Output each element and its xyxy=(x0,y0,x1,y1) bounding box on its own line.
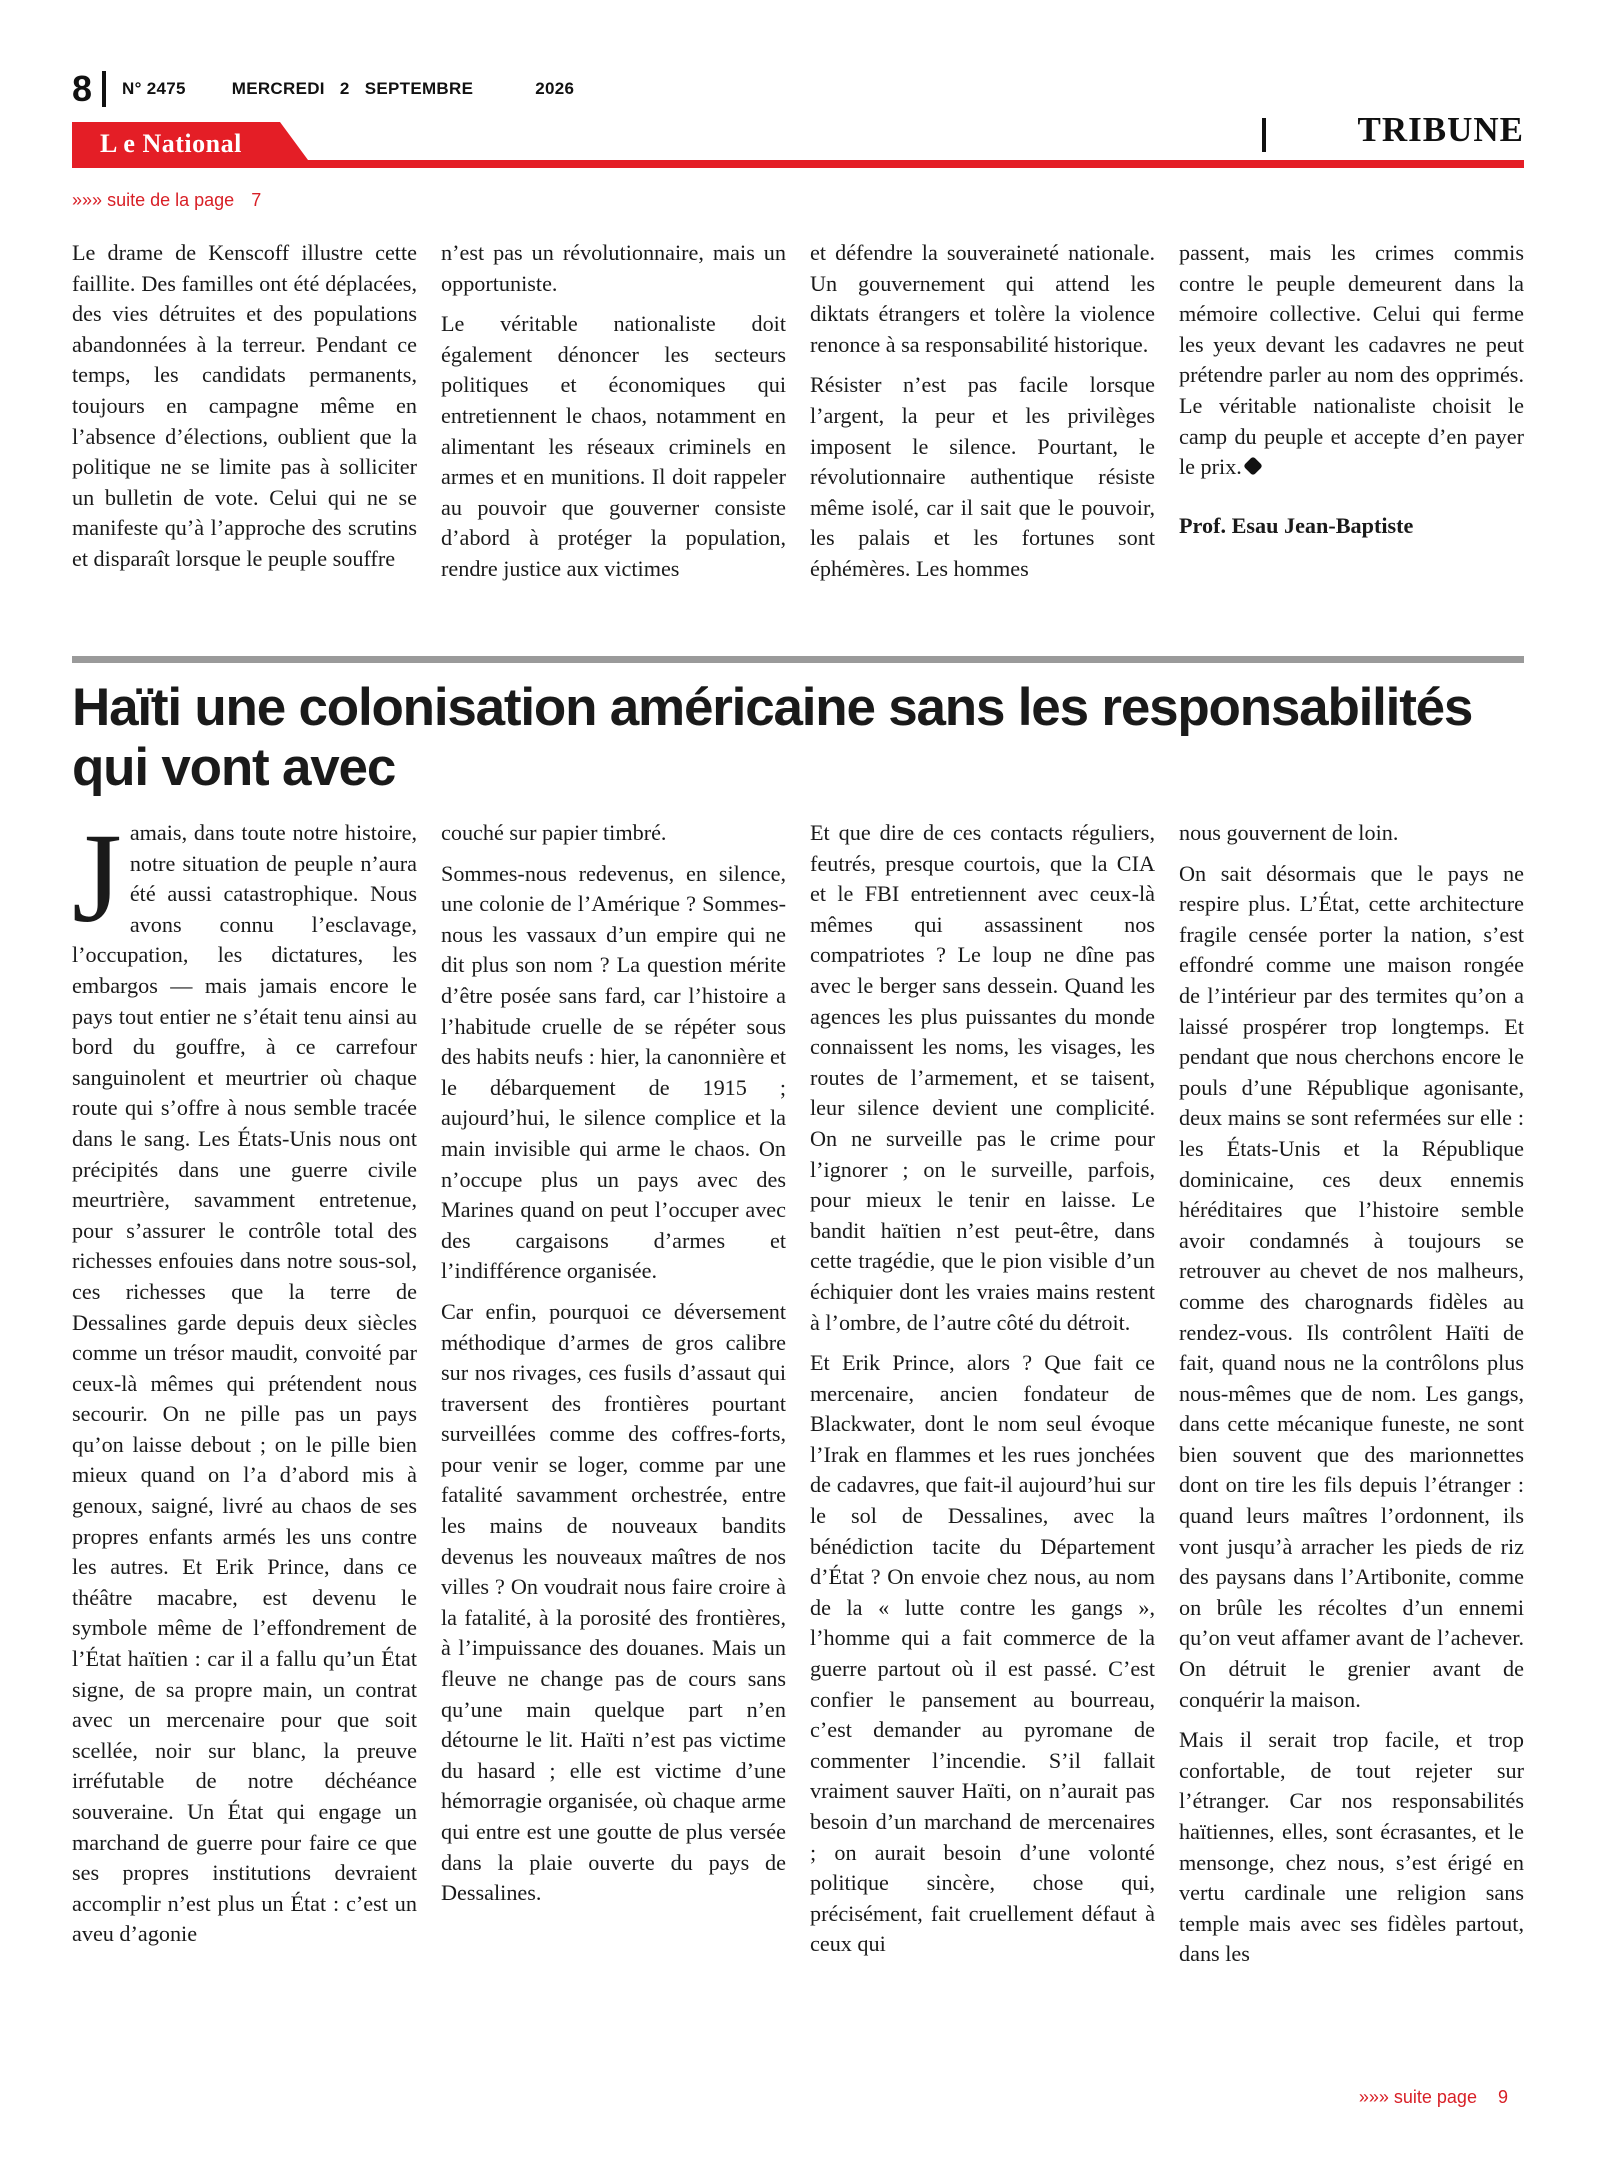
opinion-column-3 xyxy=(810,238,1155,595)
paragraph: Sommes-nous redevenus, en silence, une colonie de l’Amérique ? Sommes-nous les vassaux d’un empire qui ne dit plus son nom ? La question mérite d’être posée sans fard, car l’histoire a l’habitude cruelle de se répéter sous des habits neufs : hier, la canonnière et le débarquement de 1915 ; aujourd’hui, le silence complice et la main invisible qui arme le chaos. On n’occupe plus un pays avec des Marines quand on peut l’occuper avec des cargaisons d’armes et l’indifférence organisée. xyxy=(441,860,786,1284)
article-column-3 xyxy=(810,818,1155,1980)
paragraph: Et Erik Prince, alors ? Que fait ce mercenaire, ancien fondateur de Blackwater, dont le nom seul évoque l’Irak en flammes et les rues jonchées de cadavres, que fait-il aujourd’hui sur le sol de Dessalines, avec la bénédiction tacite du Département d’État ? On envoie chez nous, au nom de la « lutte contre les gangs », l’homme qui a fait commerce de la guerre partout où il est passé. C’est confier le pansement au bourreau, c’est demander au pyromane de commenter l’incendie. S’il fallait vraiment sauver Haïti, on n’aurait pas besoin d’un marchand de mercenaires ; on aurait besoin d’une volonté politique sincère, chose qui, précisément, fait cruellement défaut à ceux qui xyxy=(810,1350,1155,1957)
paragraph: Résister n’est pas facile lorsque l’argent, la peur et les privilèges imposent le silence. Pourtant, le révolutionnaire authentique résiste même isolé, car il sait que le pouvoir, les palais et les fortunes sont éphémères. Les hommes xyxy=(810,372,1155,581)
article-headline: Haïti une colonisation américaine sans les responsabilités qui vont avec xyxy=(72,678,1473,797)
continued-text: suite page xyxy=(1393,2087,1477,2107)
paragraph: couché sur papier timbré. xyxy=(441,820,667,845)
section-divider xyxy=(1262,118,1266,152)
issue-year: 2026 xyxy=(535,79,575,98)
article-divider xyxy=(72,656,1524,663)
brand-band xyxy=(72,122,1524,168)
page-number-divider xyxy=(102,71,106,107)
paragraph-text: amais, dans toute notre histoire, notre situation de peuple n’aura été aussi catastrophique. Nous avons connu l’esclavage, l’occupation, les dictatures, les embargos — mais jamais encore le pays tout entier ne s’était tenu ainsi au bord du gouffre, à ce carrefour sanguinolent et meurtrier où chaque route qui s’offre à nous semble tracée dans le sang. Les États-Unis nous ont précipités dans une guerre civile meurtrière, savamment entretenue, pour s’assurer le contrôle total des richesses enfouies dans notre sous-sol, ces richesses que la terre de Dessalines garde depuis deux siècles comme un trésor maudit, convoité par ceux-là mêmes qui prétendent nous secourir. On ne pille pas un pays qu’on laisse debout ; on le pille bien mieux quand on l’a d’abord mis à genoux, saigné, livré au chaos de ses propres enfants armés les uns contre les autres. Et Erik Prince, dans ce théâtre macabre, est devenu le symbole même de l’effondrement de l’État haïtien : car il a fallu qu’un État signe, de sa propre main, un contrat avec un mercenaire pour que soit scellée, noir sur blanc, la preuve irréfutable de notre déchéance souveraine. Un État qui engage un marchand de guerre pour faire ce que ses propres institutions devraient accomplir n’est plus un État : c’est un aveu d’agonie xyxy=(72,820,417,1947)
paragraph-text: passent, mais les crimes commis contre le peuple demeurent dans la mémoire collective. Celui qui ferme les yeux devant les cadavres ne peut prétendre parler au nom des opprimés. Le véritable nationaliste choisit le camp du peuple et accepte d’en payer le prix. xyxy=(1179,240,1524,480)
brand-band-shape xyxy=(72,122,1524,168)
paragraph: Mais il serait trop facile, et trop confortable, de tout rejeter sur l’étranger. Car nos responsabilités haïtiennes, elles, sont écrasantes, et le mensonge, chez nous, s’est érigé en vertu cardinale une religion sans temple mais avec ses fidèles partout, dans les xyxy=(1179,1727,1524,1967)
issue-number: N° 2475 xyxy=(122,79,186,98)
paragraph: Le véritable nationaliste doit également dénoncer les secteurs politiques et économiques qui entretiennent le chaos, notamment en alimentant les réseaux criminels en armes et en munitions. Il doit rappeler au pouvoir que gouverner consiste d’abord à protéger la population, rendre justice aux victimes xyxy=(441,311,786,581)
end-of-article-icon xyxy=(1243,456,1263,476)
author-signature: Prof. Esau Jean-Baptiste xyxy=(1179,512,1414,538)
opinion-column-4 xyxy=(1179,238,1524,595)
article-column-1 xyxy=(72,807,417,1980)
opinion-column-2 xyxy=(441,238,786,595)
page-number: 8 xyxy=(72,68,93,109)
paragraph: Et que dire de ces contacts réguliers, feutrés, presque courtois, que la CIA et le FBI entretiennent avec ceux-là mêmes qui assassinent nos compatriotes ? Le loup ne dîne pas avec le berger sans dessein. Quand les agences les plus puissantes du monde connaissent les noms, les visages, les routes de l’armement, et se taisent, leur silence devient une complicité. On ne surveille pas le crime pour l’ignorer ; on le surveille, parfois, pour mieux le tenir en laisse. Le bandit haïtien n’est peut-être, dans cette tragédie, que le pion visible d’un échiquier dont les vraies mains restent à l’ombre, de l’autre côté du détroit. xyxy=(810,820,1155,1335)
lead-paragraph xyxy=(72,807,417,1950)
paragraph: Car enfin, pourquoi ce déversement méthodique d’armes de gros calibre sur nos rivages, ces fusils d’assaut qui traversent des frontières pourtant surveillées comme des coffres-forts, pour venir se loger, comme par une fatalité savamment orchestrée, entre les mains de nouveaux bandits devenus les nouveaux maîtres de nos villes ? On voudrait nous faire croire à la fatalité, à la porosité des frontières, à l’impuissance des douanes. Mais un fleuve ne change pas de cours sans qu’une main quelque part n’en détourne le lit. Haïti n’est pas victime du hasard ; elle est victime d’une hémorragie organisée, où chaque arme qui entre est une goutte de plus versée dans la plaie ouverte du pays de Dessalines. xyxy=(441,1298,786,1906)
drop-cap: J xyxy=(72,807,122,949)
continued-page: 9 xyxy=(1497,2087,1508,2107)
continued-to-link[interactable] xyxy=(1359,2087,1508,2108)
paragraph: et défendre la souveraineté nationale. Un gouvernement qui attend les diktats étrangers et tolère la violence renonce à sa responsabilité historique. xyxy=(810,240,1155,357)
paragraph: On sait désormais que le pays ne respire plus. L’État, cette architecture fragile censée porter la nation, s’est effondré comme une maison rongée de l’intérieur par des termites qu’on a laissé prospérer trop longtemps. Et pendant que nous cherchons encore le pouls d’une République agonisante, deux mains se sont refermées sur elle : les États-Unis et la République dominicaine, ces deux ennemis héréditaires que l’histoire semble avoir condamnés à toujours se retrouver au chevet de nos malheurs, comme des charognards fidèles au rendez-vous. Ils contrôlent Haïti de fait, quand nous ne la contrôlons plus nous-mêmes que de nom. Les gangs, dans cette mécanique funeste, ne sont bien souvent que des marionnettes dont on tire les fils depuis l’étranger : quand leurs maîtres l’ordonnent, ils vont jusqu’à arracher les pieds de riz des paysans dans l’Artibonite, comme on brûle les récoltes d’un ennemi qu’on veut affamer avant de l’achever. On détruit le grenier avant de conquérir la maison. xyxy=(1179,860,1524,1712)
article-columns xyxy=(72,807,1524,1980)
opinion-columns xyxy=(72,238,1524,595)
continued-arrows: »»» xyxy=(72,190,103,210)
continued-from-link[interactable] xyxy=(72,190,261,211)
article-column-4 xyxy=(1179,818,1524,1980)
article-column-2 xyxy=(441,818,786,1980)
opinion-column-1 xyxy=(72,238,417,595)
page-header-info xyxy=(72,68,574,110)
continued-text: suite de la page xyxy=(107,190,235,210)
continued-arrows: »»» xyxy=(1358,2087,1389,2107)
paragraph-closing xyxy=(1179,238,1524,483)
section-title: TRIBUNE xyxy=(1357,110,1524,149)
continued-page: 7 xyxy=(251,190,262,210)
paragraph: Le drame de Kenscoff illustre cette faillite. Des familles ont été déplacées, des vies détruites et des populations abandonnées à la terreur. Pendant ce temps, les candidats permanents, toujours en campagne même en l’absence d’élections, oublient que la politique ne se limite pas à solliciter un bulletin de vote. Celui qui ne se manifeste qu’à l’approche des scrutins et disparaît lorsque le peuple souffre xyxy=(72,240,417,571)
paragraph: nous gouvernent de loin. xyxy=(1179,820,1399,845)
issue-date: MERCREDI 2 SEPTEMBRE xyxy=(231,79,474,98)
newspaper-logo: L e National xyxy=(100,129,242,158)
paragraph: n’est pas un révolutionnaire, mais un opportuniste. xyxy=(441,240,786,296)
